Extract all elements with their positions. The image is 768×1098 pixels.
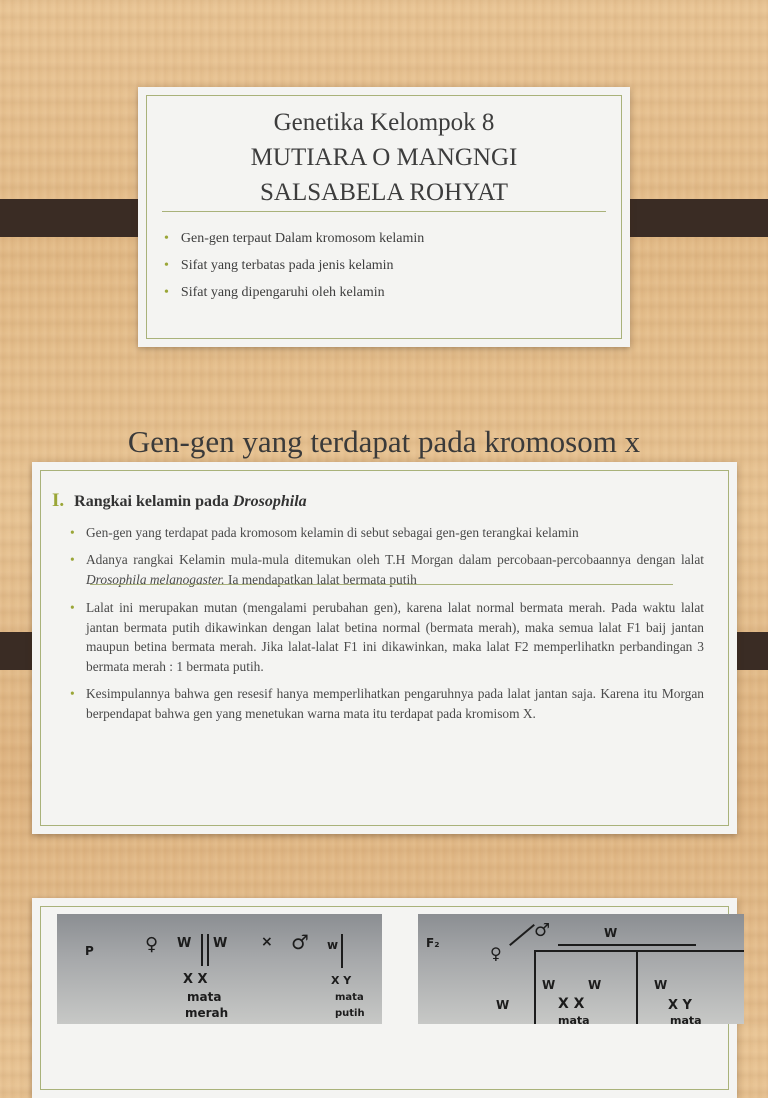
cross-symbol: × — [261, 934, 273, 950]
label-xy: X Y — [668, 998, 692, 1013]
label-xx: X X — [558, 996, 585, 1012]
female-symbol: ♀ — [490, 944, 502, 963]
label-mata-1: mata — [187, 990, 222, 1004]
label-w3: W — [654, 978, 668, 992]
label-f2: F₂ — [426, 936, 440, 950]
cross-photo-p — [57, 914, 382, 1024]
bullet-icon: • — [70, 525, 75, 540]
paragraph-text: Gen-gen yang terdapat pada kromosom kelamin di sebut sebagai gen-gen terangkai kelamin — [86, 525, 579, 540]
bullet-text: Gen-gen terpaut Dalam kromosom kelamin — [180, 231, 425, 246]
bullet-icon: • — [70, 552, 75, 567]
label-w2: W — [213, 936, 228, 951]
label-mata-2: mata — [335, 992, 364, 1003]
slide-1 — [0, 0, 768, 400]
paragraph-text: Kesimpulannya bahwa gen resesif hanya memperlihatkan pengaruhnya pada lalat jantan saja. Karena itu Morgan berpendapat bahwa gen yang menetukan warna mata itu terdapat pada kromisom X. — [86, 686, 704, 721]
label-mata-1: mata — [558, 1014, 590, 1024]
label-xy: X Y — [331, 974, 352, 987]
label-putih: putih — [335, 1008, 365, 1019]
slide-heading: Gen-gen yang terdapat pada kromosom x — [127, 424, 641, 459]
list-item — [164, 252, 424, 279]
section-number: I. — [52, 490, 65, 511]
diagonal-line — [509, 924, 535, 946]
label-w-left: W — [496, 998, 510, 1012]
title-line-3: SALSABELA ROHYAT — [260, 179, 508, 206]
species-name: Drosophila melanogaster. — [86, 571, 225, 587]
grid-line — [534, 950, 536, 1024]
label-w-top: W — [604, 926, 618, 940]
chromosome-line — [341, 934, 343, 968]
female-symbol: ♀ — [145, 934, 159, 955]
slide-title — [138, 105, 630, 210]
bullet-text: Sifat yang terbatas pada jenis kelamin — [180, 258, 394, 273]
male-symbol: ♂ — [534, 920, 551, 941]
slide-2 — [0, 400, 768, 860]
section-title — [52, 490, 307, 512]
paragraph-text: Lalat ini merupakan mutan (mengalami perubahan gen), karena lalat normal bermata merah. Pada waktu lalat jantan bermata putih dikawinkan dengan lalat betina normal (bermata merah), maka semua lalat F1 baij jantan maupun betina bermata merah. Jika lalat-lalat F1 ini dikawinkan, maka lalat F2 memperlihatkn perbandingan 3 bermata merah : 1 bermata putih. — [86, 600, 704, 674]
title-line-1: Genetika Kelompok 8 — [273, 109, 495, 136]
bullet-icon: • — [164, 285, 169, 300]
label-w1: W — [177, 936, 192, 951]
bullet-icon: • — [164, 231, 169, 246]
label-p: P — [85, 944, 94, 958]
bullet-icon: • — [164, 258, 169, 273]
section-title-text: Rangkai kelamin pada — [74, 493, 229, 510]
divider — [90, 584, 673, 585]
bullet-list — [164, 225, 424, 306]
paragraph-tail: Ia mendapatkan lalat bermata putih — [227, 571, 417, 587]
title-card — [138, 87, 630, 347]
chromosome-line — [201, 934, 203, 966]
paragraph-1 — [70, 523, 704, 543]
list-item — [164, 225, 424, 252]
paragraph-text: Adanya rangkai Kelamin mula-mula ditemukan oleh T.H Morgan dalam percobaan-percobaannya dengan lalat — [86, 552, 704, 567]
divider — [162, 211, 606, 212]
section-title-italic: Drosophila — [232, 493, 307, 510]
label-merah: merah — [185, 1006, 229, 1020]
grid-line — [534, 950, 744, 952]
arrow-line — [558, 944, 696, 946]
content-card — [32, 462, 737, 834]
left-band — [0, 199, 155, 237]
grid-line — [636, 950, 638, 1024]
title-line-2: MUTIARA O MANGNGI — [250, 144, 518, 171]
cross-photo-f2 — [418, 914, 744, 1024]
right-band — [613, 199, 768, 237]
male-symbol: ♂ — [291, 930, 309, 954]
bullet-icon: • — [70, 686, 75, 701]
bullet-text: Sifat yang dipengaruhi oleh kelamin — [180, 285, 385, 300]
label-mata-2: mata — [670, 1014, 702, 1024]
label-w1: W — [542, 978, 556, 992]
list-item — [164, 279, 424, 306]
bullet-icon: • — [70, 600, 75, 615]
label-w2: W — [588, 978, 602, 992]
slide-3 — [0, 860, 768, 1024]
paragraph-3 — [70, 598, 704, 676]
label-w3: w — [327, 938, 339, 952]
chromosome-line — [207, 934, 209, 966]
label-xx: X X — [183, 972, 208, 987]
paragraph-4 — [70, 684, 704, 723]
